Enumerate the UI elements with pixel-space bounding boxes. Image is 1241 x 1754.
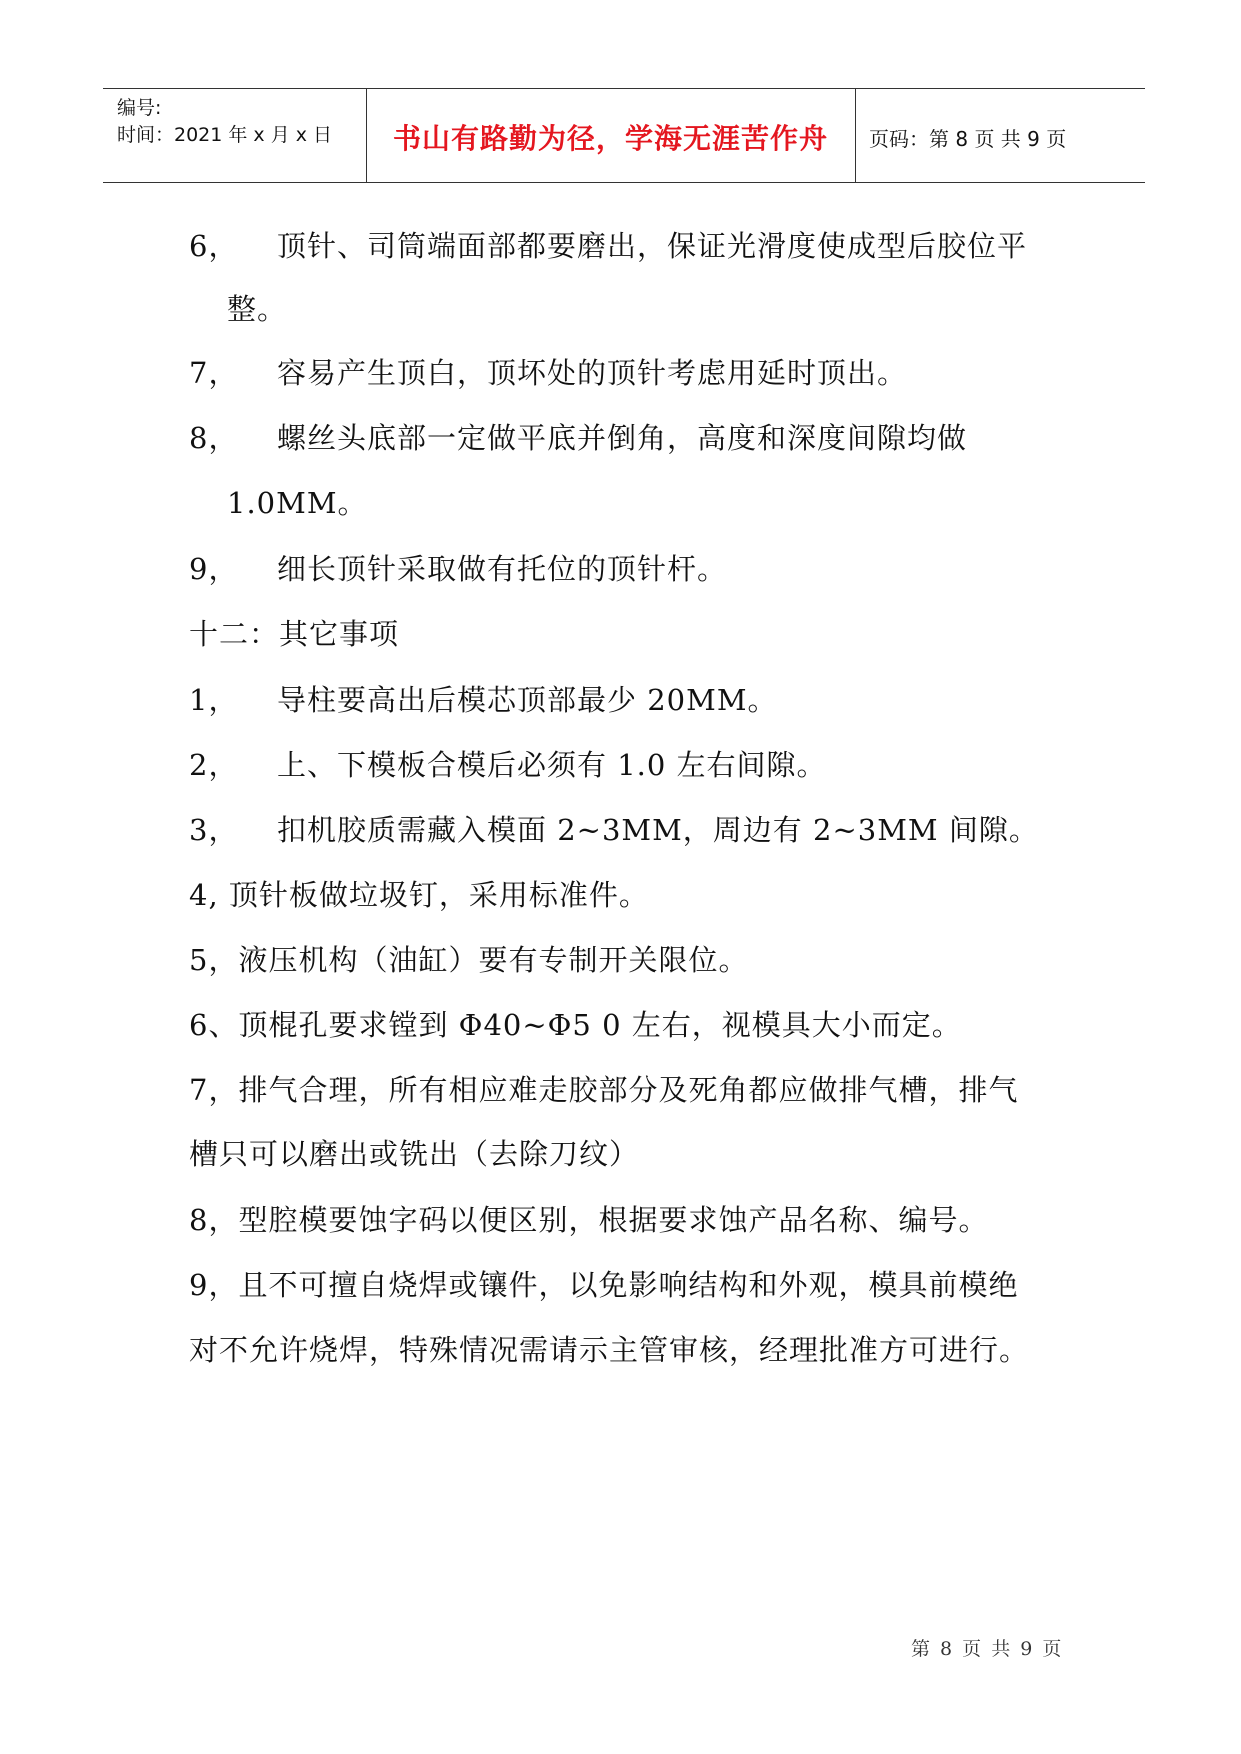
paragraph-line: 7，排气合理，所有相应难走胶部分及死角都应做排气槽，排气 (189, 1073, 1019, 1107)
list-item-continuation: 1.0MM。 (227, 486, 368, 520)
list-item-number: 8， (189, 421, 239, 455)
paragraph-line: 5，液压机构（油缸）要有专制开关限位。 (189, 943, 749, 977)
header-page-number: 页码：第 8 页 共 9 页 (869, 127, 1067, 151)
paragraph-line: 6、顶棍孔要求镗到 Φ40~Φ5 0 左右，视模具大小而定。 (189, 1008, 962, 1042)
paragraph-line: 9，且不可擅自烧焊或镶件，以免影响结构和外观，模具前模绝 (189, 1268, 1019, 1302)
list-item-number: 7， (189, 356, 239, 390)
page-header (103, 88, 1145, 183)
document-code-label: 编号: (117, 97, 162, 119)
list-item-text: 扣机胶质需藏入模面 2~3MM，周边有 2~3MM 间隙。 (277, 813, 1039, 847)
paragraph-line: 4, 顶针板做垃圾钉，采用标准件。 (189, 878, 649, 912)
list-item-number: 6， (189, 229, 239, 263)
list-item-text: 螺丝头底部一定做平底并倒角，高度和深度间隙均做 (277, 421, 968, 455)
list-item-text: 上、下模板合模后必须有 1.0 左右间隙。 (277, 748, 827, 782)
list-item-continuation: 整。 (227, 292, 288, 326)
list-item-number: 2， (189, 748, 239, 782)
list-item-number: 3， (189, 813, 239, 847)
list-item-text: 顶针、司筒端面部都要磨出，保证光滑度使成型后胶位平 (277, 229, 1028, 263)
paragraph-line: 8，型腔模要蚀字码以便区别，根据要求蚀产品名称、编号。 (189, 1203, 989, 1237)
paragraph-line: 对不允许烧焊，特殊情况需请示主管审核，经理批准方可进行。 (189, 1333, 1030, 1367)
paragraph-line: 槽只可以磨出或铣出（去除刀纹） (189, 1137, 640, 1171)
header-motto: 书山有路勤为径，学海无涯苦作舟 (392, 122, 828, 155)
list-item-text: 细长顶针采取做有托位的顶针杆。 (277, 552, 728, 586)
page-footer-number: 第 8 页 共 9 页 (911, 1638, 1064, 1660)
section-title: 十二：其它事项 (189, 617, 400, 651)
document-time-label: 时间：2021 年 x 月 x 日 (117, 124, 333, 146)
header-divider (855, 89, 856, 182)
list-item-text: 容易产生顶白，顶坏处的顶针考虑用延时顶出。 (277, 356, 908, 390)
list-item-number: 1， (189, 683, 239, 717)
list-item-text: 导柱要高出后模芯顶部最少 20MM。 (277, 683, 778, 717)
list-item-number: 9， (189, 552, 239, 586)
